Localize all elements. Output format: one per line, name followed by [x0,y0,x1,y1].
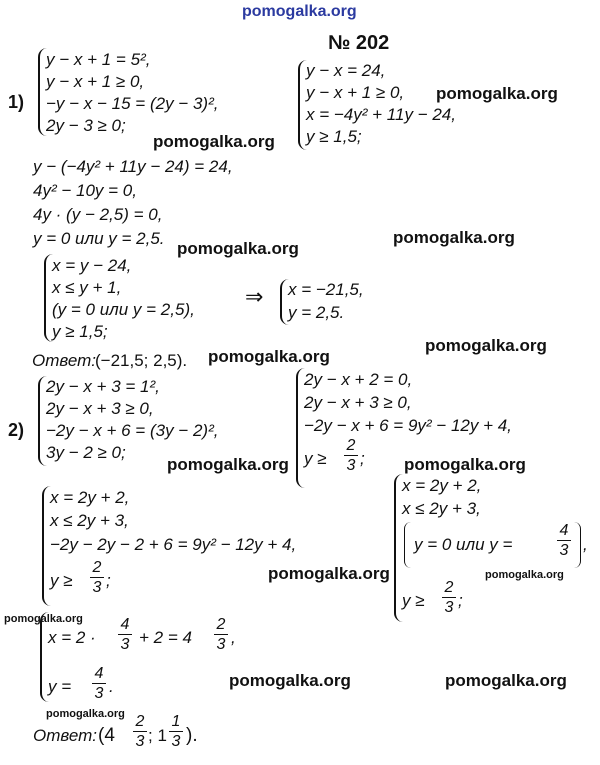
fraction-numerator: 2 [216,616,226,633]
watermark-small: pomogalka.org [485,569,564,581]
fraction-bar [557,540,571,541]
equation-line: y ≥ [402,591,425,610]
answer-label: Ответ: [32,351,97,370]
fraction-two-thirds [442,579,456,616]
fraction-four-thirds [557,522,571,559]
fraction-denominator: 3 [92,579,102,596]
watermark: pomogalka.org [208,347,330,366]
equation-line: y − x + 1 = 5², [46,50,151,69]
comma: , [583,535,588,554]
equation-line: y − x + 1 ≥ 0, [306,83,405,102]
fraction-bar [442,597,456,598]
answer-mid: ; 1 [148,726,167,745]
equation-line: 2y − x + 3 ≥ 0, [304,393,412,412]
part1-number: 1) [8,92,25,112]
part2-number: 2) [8,420,25,440]
close-paren [574,522,581,568]
watermark: pomogalka.org [404,455,526,474]
equation-part: x = 2 · [48,628,96,647]
step-line: y = 0 или y = 2,5. [33,229,165,248]
fraction-denominator: 3 [216,636,226,653]
equation-line: x = 2y + 2, [50,488,130,507]
watermark: pomogalka.org [177,239,299,258]
equation-line: x ≤ 2y + 3, [402,499,481,518]
open-paren [404,522,411,568]
implies-arrow: ⇒ [245,284,264,309]
equation-line: −2y − x + 6 = 9y² − 12y + 4, [304,416,512,435]
fraction-numerator: 4 [94,665,104,682]
fraction-denominator: 3 [94,685,104,702]
semicolon: ; [360,449,365,468]
equation-line: x = −21,5, [288,280,364,299]
equation-line: y ≥ 1,5; [306,127,362,146]
fraction-bar [92,683,106,684]
equation-line: x ≤ 2y + 3, [50,511,129,530]
semicolon: ; [458,591,463,610]
watermark: pomogalka.org [268,564,390,583]
equation-line: x = 2y + 2, [402,476,482,495]
answer-close: ). [186,725,198,746]
equation-line: y ≥ 1,5; [52,322,108,341]
equation-line: −y − x − 15 = (2y − 3)², [46,94,219,113]
semicolon: ; [106,571,111,590]
fraction-bar [214,634,228,635]
fraction-numerator: 4 [120,616,130,633]
fraction-four-thirds [92,665,106,702]
equation-line: −2y − 2y − 2 + 6 = 9y² − 12y + 4, [50,535,297,554]
equation-part: y = [48,677,72,696]
watermark: pomogalka.org [436,84,558,103]
fraction-bar [118,634,132,635]
fraction-numerator: 4 [559,522,569,539]
equation-line: 2y − x + 2 = 0, [304,370,413,389]
fraction-numerator: 2 [346,437,356,454]
equation-line: y = 0 или y = [414,535,513,554]
fraction-two-thirds [133,713,147,750]
fraction-one-third [169,713,183,750]
comma: , [231,628,236,647]
step-line: y − (−4y² + 11y − 24) = 24, [33,157,233,176]
fraction-bar [344,455,358,456]
watermark-small: pomogalka.org [46,708,125,720]
fraction-numerator: 1 [171,713,181,730]
equation-line: x = −4y² + 11y − 24, [306,105,456,124]
watermark: pomogalka.org [167,455,289,474]
equation-line: 2y − x + 3 ≥ 0, [46,399,154,418]
fraction-numerator: 2 [135,713,145,730]
equation-part: + 2 = 4 [139,628,192,647]
fraction-denominator: 3 [171,733,181,750]
answer-open: (4 [98,725,115,746]
watermark: pomogalka.org [425,336,547,355]
step-line: 4y · (y − 2,5) = 0, [33,205,163,224]
equation-line: −2y − x + 6 = (3y − 2)², [46,421,219,440]
fraction-two-thirds [214,616,228,653]
equation-line: (y = 0 или y = 2,5), [52,300,195,319]
fraction-four-thirds [118,616,132,653]
equation-line: 2y − x + 3 = 1², [46,377,160,396]
fraction-two-thirds [90,559,104,596]
watermark-top: pomogalka.org [242,3,357,20]
equation-line: y − x + 1 ≥ 0, [46,72,145,91]
fraction-denominator: 3 [135,733,145,750]
step-line: 4y² − 10y = 0, [33,181,137,200]
fraction-denominator: 3 [346,457,356,474]
fraction-numerator: 2 [92,559,102,576]
fraction-denominator: 3 [444,599,454,616]
equation-line: y − x = 24, [306,61,386,80]
fraction-bar [169,731,183,732]
fraction-bar [133,731,147,732]
watermark: pomogalka.org [229,671,351,690]
watermark: pomogalka.org [393,228,515,247]
equation-line: y ≥ [304,449,327,468]
equation-line: y ≥ [50,571,73,590]
watermark: pomogalka.org [153,132,275,151]
fraction-denominator: 3 [559,542,569,559]
equation-line: y = 2,5. [288,303,345,322]
problem-title: № 202 [328,32,390,54]
equation-line: x ≤ y + 1, [52,278,122,297]
equation-line: 3y − 2 ≥ 0; [46,443,126,462]
equation-line: 2y − 3 ≥ 0; [46,116,126,135]
fraction-denominator: 3 [120,636,130,653]
answer-label: Ответ: [33,726,98,745]
period: . [109,677,114,696]
fraction-two-thirds [344,437,358,474]
watermark: pomogalka.org [445,671,567,690]
watermark-small: pomogalka.org [4,613,83,625]
answer-value: (−21,5; 2,5). [95,351,188,370]
fraction-numerator: 2 [444,579,454,596]
fraction-bar [90,577,104,578]
equation-line: x = y − 24, [52,256,132,275]
